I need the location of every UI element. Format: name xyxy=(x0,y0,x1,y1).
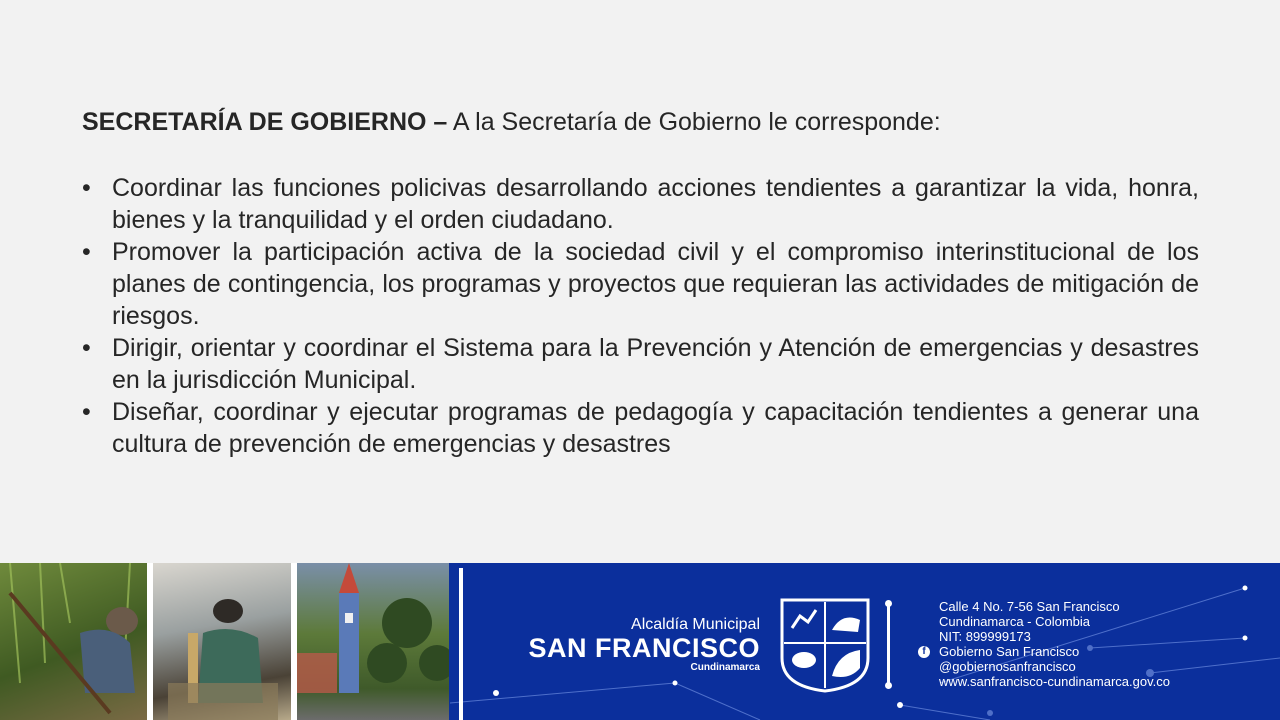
photo-artisan xyxy=(153,563,291,720)
list-item xyxy=(82,236,1199,332)
section-heading xyxy=(82,103,1199,141)
heading-bold: SECRETARÍA DE GOBIERNO – xyxy=(82,108,448,136)
nit: NIT: 899999173 xyxy=(939,629,1031,644)
brand-region: Cundinamarca xyxy=(690,662,760,673)
vertical-separator xyxy=(459,568,463,720)
brand-line1: Alcaldía Municipal xyxy=(631,616,760,633)
address-line2: Cundinamarca - Colombia xyxy=(939,614,1091,629)
contact-separator xyxy=(887,603,890,686)
bullet-icon: • xyxy=(82,398,91,426)
heading-text: A la Secretaría de Gobierno le corresponde: xyxy=(447,108,941,136)
photo-farmer xyxy=(0,563,147,720)
coat-of-arms-icon xyxy=(780,598,870,693)
list-item-text: Promover la participación activa de la sociedad civil y el compromiso interinstitucional de los planes de contingencia, los programas y proyectos que requieran las actividades de mitigación de riesgos. xyxy=(112,238,1199,330)
brand-name: SAN FRANCISCO xyxy=(528,633,760,663)
bullet-icon: • xyxy=(82,238,91,266)
list-item-text: Diseñar, coordinar y ejecutar programas de pedagogía y capacitación tendientes a generar una cultura de prevención de emergencias y desastres xyxy=(112,398,1199,458)
list-item xyxy=(82,172,1199,236)
list-item xyxy=(82,332,1199,396)
website[interactable]: www.sanfrancisco-cundinamarca.gov.co xyxy=(939,674,1170,689)
slide-content xyxy=(82,103,1199,460)
contact-info xyxy=(922,599,1170,689)
brand-block xyxy=(515,616,760,674)
list-item-text: Dirigir, orientar y coordinar el Sistema para la Prevención y Atención de emergencias y desastres en la jurisdicción Municipal. xyxy=(112,334,1199,394)
photo-church xyxy=(297,563,449,720)
list-item xyxy=(82,396,1199,460)
facebook-page: Gobierno San Francisco xyxy=(939,644,1080,659)
facebook-icon: f xyxy=(918,646,930,658)
facebook-row xyxy=(922,644,1170,659)
footer-banner xyxy=(0,563,1280,720)
bullet-icon: • xyxy=(82,334,91,362)
list-item-text: Coordinar las funciones policivas desarrollando acciones tendientes a garantizar la vida, honra, bienes y la tranquilidad y el orden ciudadano. xyxy=(112,174,1199,234)
address-line1: Calle 4 No. 7-56 San Francisco xyxy=(939,599,1120,614)
responsibilities-list xyxy=(82,172,1199,460)
social-handle: @gobiernosanfrancisco xyxy=(939,659,1076,674)
bullet-icon: • xyxy=(82,174,91,202)
